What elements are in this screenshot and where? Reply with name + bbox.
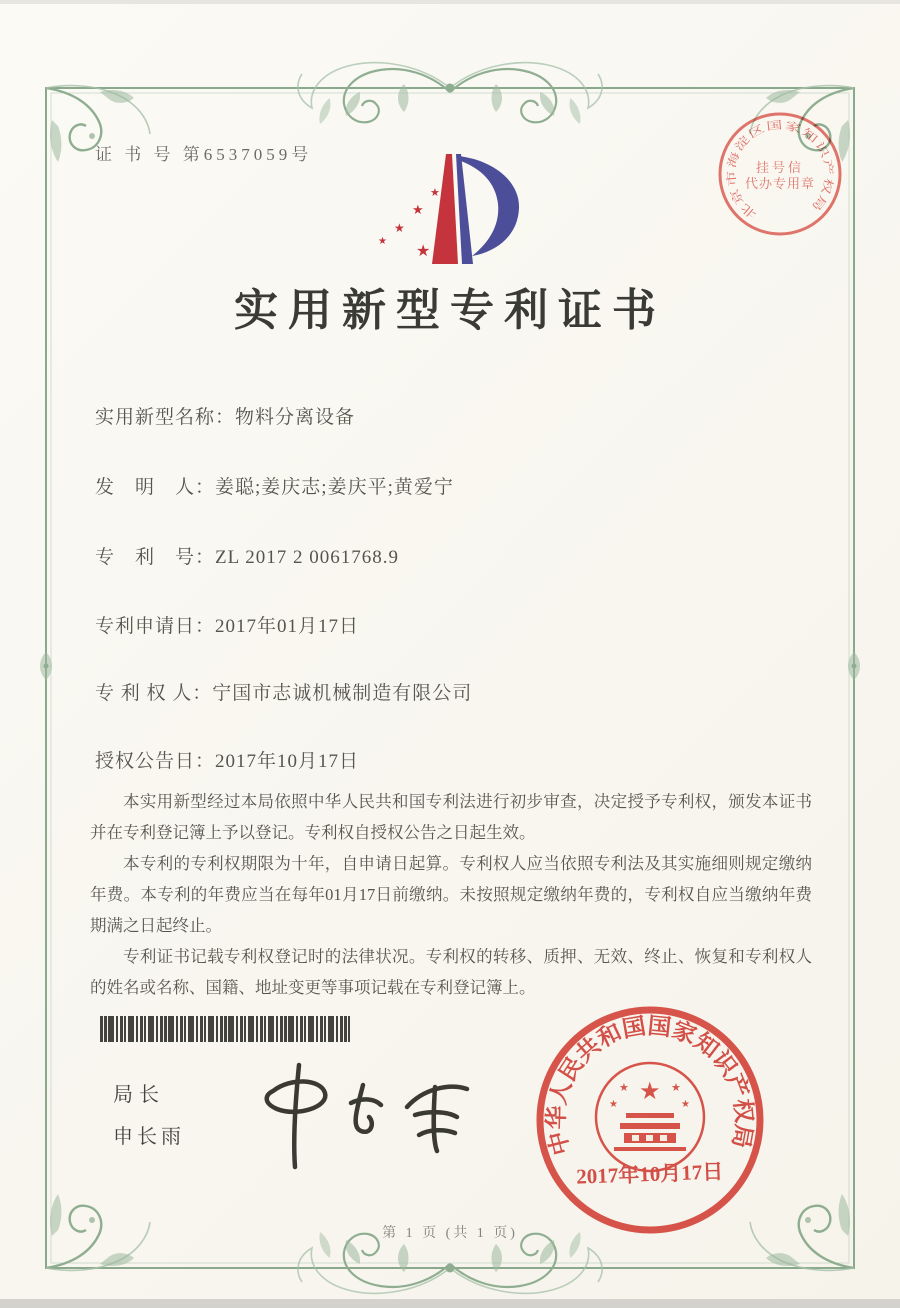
field-label: 专 利 号： (95, 547, 216, 568)
svg-text:★: ★ (639, 1077, 661, 1105)
field-label: 专利申请日： (95, 616, 216, 637)
certificate-title: 实用新型专利证书 (234, 286, 666, 335)
registry-corner-stamp (710, 104, 850, 244)
seal-date: 2017年10月17日 (575, 1159, 724, 1189)
logo-red-wedge (432, 154, 458, 264)
svg-text:★: ★ (378, 236, 387, 247)
corner-stamp-line1: 挂号信 (755, 160, 805, 175)
svg-text:★: ★ (671, 1081, 681, 1094)
cnipa-logo-icon (372, 148, 532, 268)
field-row-patentee (95, 678, 472, 705)
director-name: 申长雨 (113, 1126, 185, 1148)
field-value: 2017年01月17日 (215, 616, 360, 637)
corner-stamp-arc-text: 北京市海淀区国家知识产权局 (725, 119, 835, 221)
svg-text:★: ★ (619, 1081, 629, 1094)
national-emblem-icon (596, 1063, 704, 1171)
logo-stars-icon (378, 186, 440, 260)
field-label: 专 利 权 人： (95, 683, 213, 704)
certificate-number: 证 书 号 第6537059号 (95, 145, 313, 164)
svg-text:★: ★ (412, 203, 424, 218)
svg-text:★: ★ (430, 186, 440, 199)
legal-paragraph-grant: 本实用新型经过本局依照中华人民共和国专利法进行初步审查，决定授予专利权，颁发本证书并在专利登记簿上予以登记。专利权自授权公告之日起生效。 (90, 792, 812, 842)
legal-text-block (90, 786, 812, 1003)
scan-edge (0, 1299, 900, 1308)
field-row-utility-model-name (95, 402, 355, 429)
legal-paragraph-register: 专利证书记载专利权登记时的法律状况。专利权的转移、质押、无效、终止、恢复和专利权人的姓名或名称、国籍、地址变更等事项记载在专利登记簿上。 (90, 947, 812, 997)
field-value: 物料分离设备 (235, 407, 356, 428)
seal-arc-text: 中华人民共和国国家知识产权局 (543, 1013, 757, 1158)
field-row-filing-date (95, 611, 359, 638)
barcode (100, 1016, 350, 1042)
cnipa-official-seal (525, 995, 775, 1245)
scan-edge (0, 0, 900, 4)
director-title: 局长 (113, 1084, 165, 1106)
field-row-patent-number (95, 542, 399, 569)
svg-text:★: ★ (609, 1099, 618, 1110)
field-row-grant-date (95, 746, 359, 773)
legal-paragraph-term-fees: 本专利的专利权期限为十年，自申请日起算。专利权人应当依照专利法及其实施细则规定缴纳年费。本专利的年费应当在每年01月17日前缴纳。未按照规定缴纳年费的，专利权自应当缴纳年费期满之日起终止。 (90, 854, 812, 935)
svg-text:★: ★ (394, 221, 405, 235)
field-label: 授权公告日： (95, 751, 216, 772)
field-row-inventors (95, 472, 454, 499)
field-value: ZL 2017 2 0061768.9 (215, 547, 400, 568)
field-value: 2017年10月17日 (215, 751, 360, 772)
field-label: 发 明 人： (95, 477, 216, 498)
director-signature (235, 1045, 485, 1185)
field-value: 宁国市志诚机械制造有限公司 (212, 683, 473, 704)
corner-stamp-line2: 代办专用章 (744, 176, 816, 191)
svg-text:★: ★ (416, 241, 431, 260)
svg-text:★: ★ (681, 1099, 690, 1110)
field-value: 姜聪;姜庆志;姜庆平;黄爱宁 (215, 477, 454, 498)
logo-blue-wedge (456, 154, 473, 264)
page-number: 第 1 页 (共 1 页) (382, 1226, 518, 1241)
field-label: 实用新型名称： (95, 407, 236, 428)
